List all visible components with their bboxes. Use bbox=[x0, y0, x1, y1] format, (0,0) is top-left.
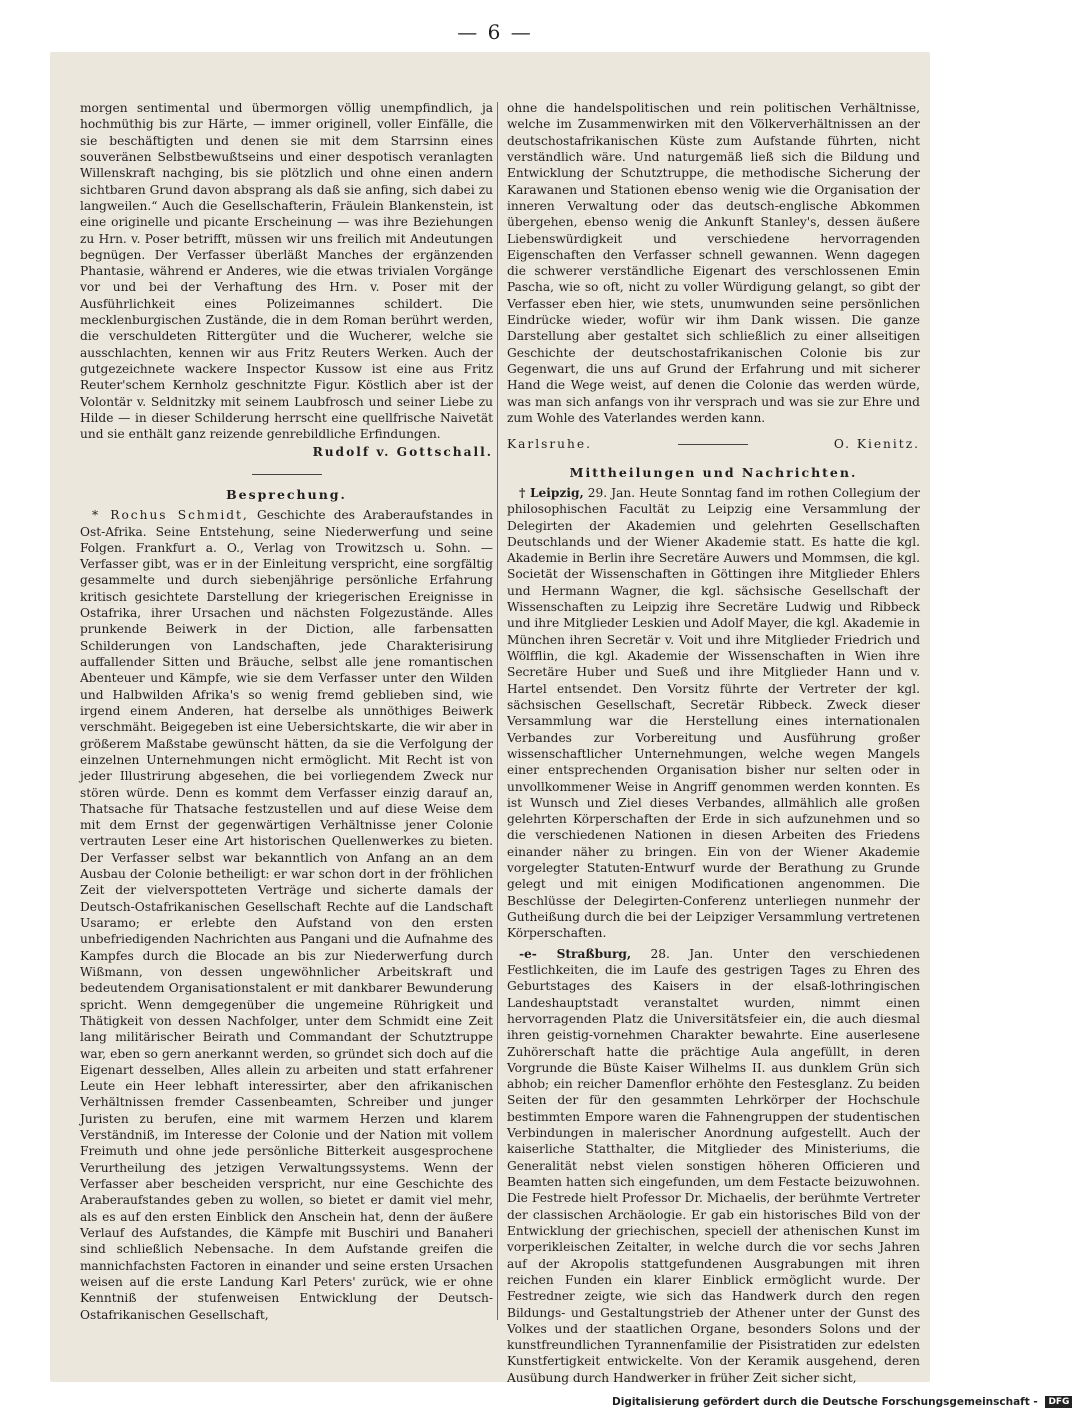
news-strassburg-date: 28. Jan. bbox=[650, 946, 714, 961]
page-number: — 6 — bbox=[457, 20, 533, 44]
review-continuation: morgen sentimental und übermorgen völlig unempfindlich, ja hochmüthig bis zur Härte, — immer originell, voller Einfälle, die sie beschäftigten und denen sie mit dem Starrsinn eines souveränen Selbstbewußtseins und einer despotisch veranlagten Willenskraft nachging, bis sie plötzlich und ohne einen andern sichtbaren Grund davon absprang als daß sie anfing, sich dabei zu langweilen.“ Auch die Gesellschafterin, Fräulein Blankenstein, ist eine originelle und picante Erscheinung — was ihre Beziehungen zu Hrn. v. Poser betrifft, müssen wir uns freilich mit Andeutungen begnügen. Der Verfasser überläßt Manches der ergänzenden Phantasie, während er Anderes, wie die etwas trivialen Vorgänge vor und bei der Verhaftung des Hrn. v. Poser mit der Ausführlichkeit eines Polizeimannes schildert. Die mecklenburgischen Zustände, die in dem Roman berührt werden, die verschuldeten Rittergüter und die Wucherer, welche sie ausschlachten, kennen wir aus Fritz Reuters Werken. Auch der gutgezeichnete wackere Inspector Kussow ist eine aus Fritz Reuter'schem Kernholz geschnitzte Figur. Köstlich aber ist der Volontär v. Seldnitzky mit seinem Laubfrosch und seiner Liebe zu Hilde — in dieser Schilderung herrscht eine quellfrische Naivetät und sie enthält ganz reizende genrebildliche Erfindungen. bbox=[80, 101, 493, 442]
news-strassburg-text: Unter den verschiedenen Festlichkeiten, die im Laufe des gestrigen Tages zu Ehren des Geburtstages des Kaisers in der elsaß-lothringischen Landeshauptstadt veranstaltet wurden, nimmt einen hervorragenden Platz die Universitätsfeier ein, die auch diesmal ihren geistig-vornehmen Charakter bewahrte. Eine auserlesene Zuhörerschaft hatte die prächtige Aula angefüllt, in deren Vorgrunde die Büste Kaiser Wilhelms II. aus dunklem Grün sich abhob; ein reicher Damenflor erhöhte den Festesglanz. Zu beiden Seiten der für den gesammten Lehrkörper der Hochschule bestimmten Empore waren die Fahnengruppen der studentischen Verbindungen in malerischer Anordnung aufgestellt. Auch der kaiserliche Statthalter, die Mitglieder des Ministeriums, die Generalität nebst vielen sonstigen höheren Officieren und Beamten hatten sich eingefunden, um dem Festacte beizuwohnen. Die Festrede hielt Professor Dr. Michaelis, der berühmte Vertreter der classischen Archäologie. Er gab ein historisches Bild von der Entwicklung der griechischen, speciell der athenischen Kunst im vorperikleischen Zeitalter, in welche durch die vor sechs Jahren auf der Akropolis stattgefundenen Ausgrabungen mit ihren reichen Funden ein klarer Einblick ermöglicht wurde. Der Festredner zeigte, wie sich das Handwerk durch den regen Bildungs- und Gestaltungstrieb der Athener unter der Gunst des Volkes und der staatlichen Organe, besonders Solons und der kunstfreundlichen Tyrannenfamilie der Pisistratiden zur edelsten Kunstfertigkeit entwickelte. Von der Keramik ausgehend, deren Ausübung durch Handwerker in früher Zeit sicher sicht, bbox=[507, 946, 921, 1385]
news-heading: Mittheilungen und Nachrichten. bbox=[569, 464, 858, 480]
left-column bbox=[80, 100, 493, 1323]
section-divider bbox=[252, 474, 322, 475]
signature-name: O. Kienitz. bbox=[833, 437, 920, 452]
review-signature-row bbox=[507, 436, 920, 452]
review-author: Rudolf v. Gottschall. bbox=[312, 444, 493, 459]
column-rule bbox=[497, 102, 498, 1320]
right-column bbox=[507, 100, 920, 1386]
book-author: * Rochus Schmidt, bbox=[92, 508, 249, 523]
book-review-text: Verfasser gibt, was er in der Einleitung verspricht, eine sorgfältig gesammelte und durch siebenjährige persönliche Erfahrung kritisch gesichtete Darstellung der kriegerischen Ereignisse in Ostafrika, ihrer Ursachen und nächsten Folgezustände. Alles prunkende Beiwerk in der Diction, alle farbensatten Schilderungen von Landschaften, jede Charakterisirung auffallender Sitten und Bräuche, selbst alle jene romantischen Abenteuer und Kämpfe, wie sie dem Verfasser unter den Wilden und Halbwilden Afrika's so wenig fremd geblieben sind, wie irgend einem Anderen, hat derselbe als unnöthiges Beiwerk verschmäht. Beigegeben ist eine Uebersichtskarte, die wir aber in größerem Maßstabe gewünscht hätten, da sie die Verfolgung der einzelnen Unternehmungen nicht ermöglicht. Mit Recht ist von jeder Illustrirung abgesehen, die bei vorliegendem Zweck nur stören würde. Denn es kommt dem Verfasser einzig darauf an, Thatsache für Thatsache festzustellen und auf diese Weise dem mit dem Ernst der gegenwärtigen Verhältnisse jener Colonie vertrauten Leser eine Art historischen Quellenwerkes zu bieten. Der Verfasser selbst war bekanntlich von Anfang an an dem Ausbau der Colonie betheiligt: er war schon dort in der fröhlichen Zeit der vielverspotteten Verträge und sicherte damals der Deutsch-Ostafrikanischen Gesellschaft Rechte auf die Landschaft Usaramo; er erlebte den Aufstand von den ersten unbefriedigenden Nachrichten aus Pangani und die Aufnahme des Kampfes durch die Blocade an bis zur Niederwerfung durch Wißmann, von dessen ungewöhnlicher Arbeitskraft und bedeutendem Organisationstalent er mit dankbarer Bewunderung spricht. Wenn demgegenüber die ungemeine Rührigkeit und Thätigkeit von dessen Nachfolger, unter dem Schmidt eine Zeit lang militärischer Beirath und Commandant der Schutztruppe war, eben so gern anerkannt werden, so gründet sich doch auf die Eigenart desselben, Alles allein zu arbeiten und statt erfahrener Leute ein Heer lebhaft interessirter, aber den afrikanischen Verhältnissen fremder Cassenbeamten, Schreiber und junger Juristen zu berufen, eine mit warmem Herzen und klarem Verständniß, im Interesse der Colonie und der Nation mit vollem Freimuth und ohne jede persönliche Bitterkeit ausgesprochene Verurtheilung des jetzigen Verwaltungssystems. Wenn der Verfasser aber bescheiden verspricht, nur eine Geschichte des Araberaufstandes geben zu wollen, so bietet er damit viel mehr, als es auf den ersten Einblick den Anschein hat, denn der äußere Verlauf des Aufstandes, die Kämpfe mit Buschiri und Banaheri sind schließlich Nebensache. In dem Aufstande greifen die mannichfachsten Factoren in einander und seine ersten Ursachen weisen auf die erste Landung Karl Peters' zurück, wie er ohne Kenntniß der stufenweisen Entwicklung der Deutsch-Ostafrikanischen Gesellschaft, bbox=[80, 557, 493, 1322]
section-heading: Besprechung. bbox=[226, 486, 347, 502]
news-item-leipzig bbox=[507, 485, 920, 942]
digitization-footer bbox=[612, 1396, 1070, 1410]
news-strassburg-place: -e- Straßburg, bbox=[519, 946, 632, 961]
footer-text: Digitalisierung gefördert durch die Deutsche Forschungsgemeinschaft - bbox=[612, 1396, 1038, 1408]
review-continuation-right: ohne die handelspolitischen und rein politischen Verhältnisse, welche im Zusammenwirken mit den Völkerverhältnissen an der deutschostafrikanischen Küste zum Aufstande führten, nicht verständlich wäre. Und naturgemäß ließ sich die Bildung und Entwicklung der Schutztruppe, die methodische Sicherung der Karawanen und Stationen ebenso wenig wie die Organisation der inneren Verwaltung oder das deutsch-englische Abkommen übergehen, ebenso wenig die Ankunft Stanley's, dessen äußere Liebenswürdigkeit und verschiedene hervorragenden Eigenschaften den Verfasser schnell gewannen. Wenn dagegen die schwerer verständliche Eigenart des verschlossenen Emin Pascha, wie so oft, nicht zu voller Würdigung gelangt, so gibt der Verfasser eben hier, wie stets, unumwunden seine persönlichen Eindrücke wieder, wofür wir ihm Dank wissen. Die ganze Darstellung aber gestaltet sich schließlich zu einer allseitigen Geschichte der deutschostafrikanischen Colonie bis zur Gegenwart, die uns auf Grund der Erfahrung und mit sicherer Hand die Wege weist, auf denen die Colonie das werden würde, was man sich anfangs von ihr versprach und was sie zur Ehre und zum Wohle des Vaterlandes werden kann. bbox=[507, 101, 920, 425]
news-leipzig-place: † Leipzig, bbox=[519, 485, 584, 500]
signature-place: Karlsruhe. bbox=[507, 437, 592, 452]
news-item-strassburg bbox=[507, 946, 920, 1386]
book-title: Geschichte des Araberaufstandes in Ost-Afrika. Seine Entstehung, seine Niederwerfung und seine Folgen. Frankfurt a. O., Verlag von Trowitzsch u. Sohn. — bbox=[80, 508, 493, 555]
book-review-paragraph bbox=[80, 507, 493, 1323]
news-leipzig-date: 29. Jan. bbox=[587, 485, 636, 500]
dfg-logo: DFG bbox=[1045, 1396, 1072, 1408]
signature-divider bbox=[678, 444, 748, 445]
news-leipzig-text: Heute Sonntag fand im rothen Collegium der philosophischen Facultät zu Leipzig eine Versammlung der Delegirten der Akademien und gelehrten Gesellschaften Deutschlands und der Wiener Akademie statt. Es hatte die kgl. Akademie in Berlin ihre Secretäre Auwers und Mommsen, die kgl. Societät der Wissenschaften in Göttingen ihre Mitglieder Ehlers und Hermann Wagner, die kgl. sächsische Gesellschaft der Wissenschaften zu Leipzig ihre Secretäre Ludwig und Ribbeck und ihre Mitglieder Leskien und Adolf Mayer, die kgl. Akademie in München ihren Secretär v. Voit und ihre Mitglieder Friedrich und Wölfflin, die kgl. Akademie der Wissenschaften in Wien ihre Secretäre Huber und Sueß und ihre Mitglieder Hann und v. Hartel entsendet. Den Vorsitz führte der Vertreter der kgl. sächsischen Gesellschaft, Secretär Ribbeck. Zweck dieser Versammlung war die Herstellung eines internationalen Verbandes zur Vorbereitung und Ausführung großer wissenschaftlicher Unternehmungen, welche wegen Mangels einer entsprechenden Organisation bisher nur selten oder in unvollkommener Weise in Angriff genommen werden konnten. Es ist Wunsch und Ziel dieses Verbandes, allmählich alle großen gelehrten Körperschaften der Erde in sich aufzunehmen und so die verschiedenen Nationen in diesen Arbeiten des Friedens einander näher zu bringen. Ein von der Wiener Akademie vorgelegter Statuten-Entwurf wurde der Berathung zu Grunde gelegt und mit einigen Modificationen angenommen. Die Beschlüsse der Delegirten-Conferenz unterliegen nunmehr der Gutheißung durch die bei der Leipziger Versammlung vertretenen Körperschaften. bbox=[507, 485, 920, 941]
